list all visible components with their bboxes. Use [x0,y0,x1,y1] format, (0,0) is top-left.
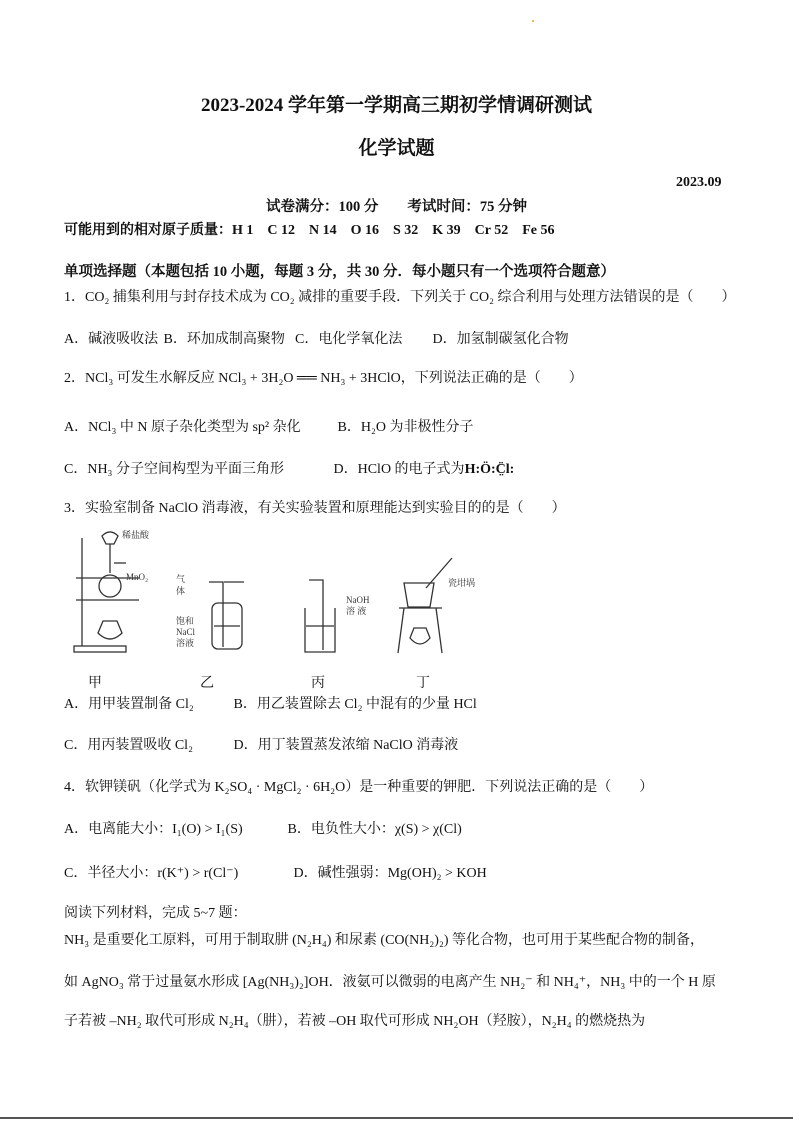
option-b[interactable]: B．H₂O 为非极性分子 [337,420,474,435]
question-1-stem: 1．CO₂ 捕集利用与封存技术成为 CO₂ 减排的重要手段．下列关于 CO₂ 综合利用与处理方法错误的是（ ） [64,290,736,305]
label-saturated: 饱和 [176,616,195,626]
option-d[interactable]: D．碱性强弱：Mg(OH)₂ > KOH [293,866,487,881]
section-heading: 单项选择题（本题包括 10 小题，每题 3 分，共 30 分．每小题只有一个选项符合题意） [64,264,615,280]
label-crucible: 瓷坩埚 [448,578,476,588]
caption-jia: 甲 [88,676,102,691]
label-mno2: MnO₂ [126,572,149,582]
option-a[interactable]: A．电离能大小：I₁(O) > I₁(S) [64,822,243,837]
page-bottom-border [0,1117,793,1119]
exam-date: 2023.09 [676,175,722,190]
option-b[interactable]: B．用乙装置除去 Cl₂ 中混有的少量 HCl [233,697,477,712]
question-3-options-ab [64,696,477,714]
apparatus-jia [74,529,150,652]
atomic-masses: 可能用到的相对原子质量：H 1 C 12 N 14 O 16 S 32 K 39 Cr 52 Fe 56 [64,223,555,238]
reading-intro: 阅读下列材料，完成 5~7 题： [64,906,247,921]
label-dilute-hcl: 稀盐酸 [122,530,150,540]
label-solution: 溶液 [176,638,195,648]
label-naoh: NaOH [346,595,370,605]
question-4-stem: 4．软钾镁矾（化学式为 K₂SO₄ · MgCl₂ · 6H₂O）是一种重要的钾肥．下列说法正确的是（ ） [64,780,654,795]
caption-yi: 乙 [200,676,214,691]
question-3-stem: 3．实验室制备 NaClO 消毒液，有关实验装置和原理能达到实验目的的是（ ） [64,501,566,516]
exam-meta: 试卷满分：100 分 考试时间：75 分钟 [266,199,527,215]
option-d[interactable]: D．用丁装置蒸发浓缩 NaClO 消毒液 [233,738,459,753]
option-d-text: D．HClO 的电子式为 [333,462,465,477]
option-a[interactable]: A．NCl₃ 中 N 原子杂化类型为 sp² 杂化 [64,420,301,435]
label-nacl: NaCl [176,627,195,637]
question-3-options-cd [64,737,458,755]
option-b[interactable]: B．电负性大小：χ(S) > χ(Cl) [287,822,462,837]
label-gas-2: 体 [176,586,186,596]
reading-line-3: 子若被 –NH₂ 取代可形成 N₂H₄（肼），若被 –OH 取代可形成 NH₂OH（羟胺），N₂H₄ 的燃烧热为 [64,1014,646,1029]
apparatus-bing [305,580,370,652]
option-d[interactable]: D．加氢制碳氢化合物 [432,332,569,347]
scan-speck [532,20,534,22]
question-2-options-cd [64,461,514,479]
question-2-options-ab [64,419,473,437]
option-b[interactable]: B．环加成制高聚物 [163,332,285,347]
apparatus-ding [398,558,475,653]
electron-formula: H:Ö:C̤̈l: [464,462,515,477]
label-gas-1: 气 [176,574,186,584]
question-2-stem: 2．NCl₃ 可发生水解反应 NCl₃ + 3H₂O ══ NH₃ + 3HClO，下列说法正确的是（ ） [64,371,583,386]
caption-ding: 丁 [416,676,430,691]
option-c[interactable]: C．电化学氧化法 [295,332,403,347]
exam-subject: 化学试题 [358,138,435,159]
reading-line-1: NH₃ 是重要化工原料，可用于制取肼 (N₂H₄) 和尿素 (CO(NH₂)₂) 等化合物，也可用于某些配合物的制备， [64,933,704,948]
label-naoh-solution: 溶 液 [346,606,367,616]
caption-bing: 丙 [311,676,325,691]
question-4-options-ab [64,821,462,839]
question-1-options [64,331,569,349]
option-c[interactable]: C．用丙装置吸收 Cl₂ [64,738,193,753]
apparatus-figure [64,528,484,668]
apparatus-yi [176,573,244,649]
option-d[interactable] [334,461,515,479]
option-a[interactable]: A．碱液吸收法 [64,332,159,347]
option-c[interactable]: C．半径大小：r(K⁺) > r(Cl⁻) [64,866,239,881]
exam-title: 2023-2024 学年第一学期高三期初学情调研测试 [200,95,593,116]
option-c[interactable]: C．NH₃ 分子空间构型为平面三角形 [64,462,284,477]
question-4-options-cd [64,865,487,883]
option-a[interactable]: A．用甲装置制备 Cl₂ [64,697,194,712]
reading-line-2: 如 AgNO₃ 常于过量氨水形成 [Ag(NH₃)₂]OH．液氨可以微弱的电离产生 NH₂⁻ 和 NH₄⁺，NH₃ 中的一个 H 原 [64,975,716,990]
